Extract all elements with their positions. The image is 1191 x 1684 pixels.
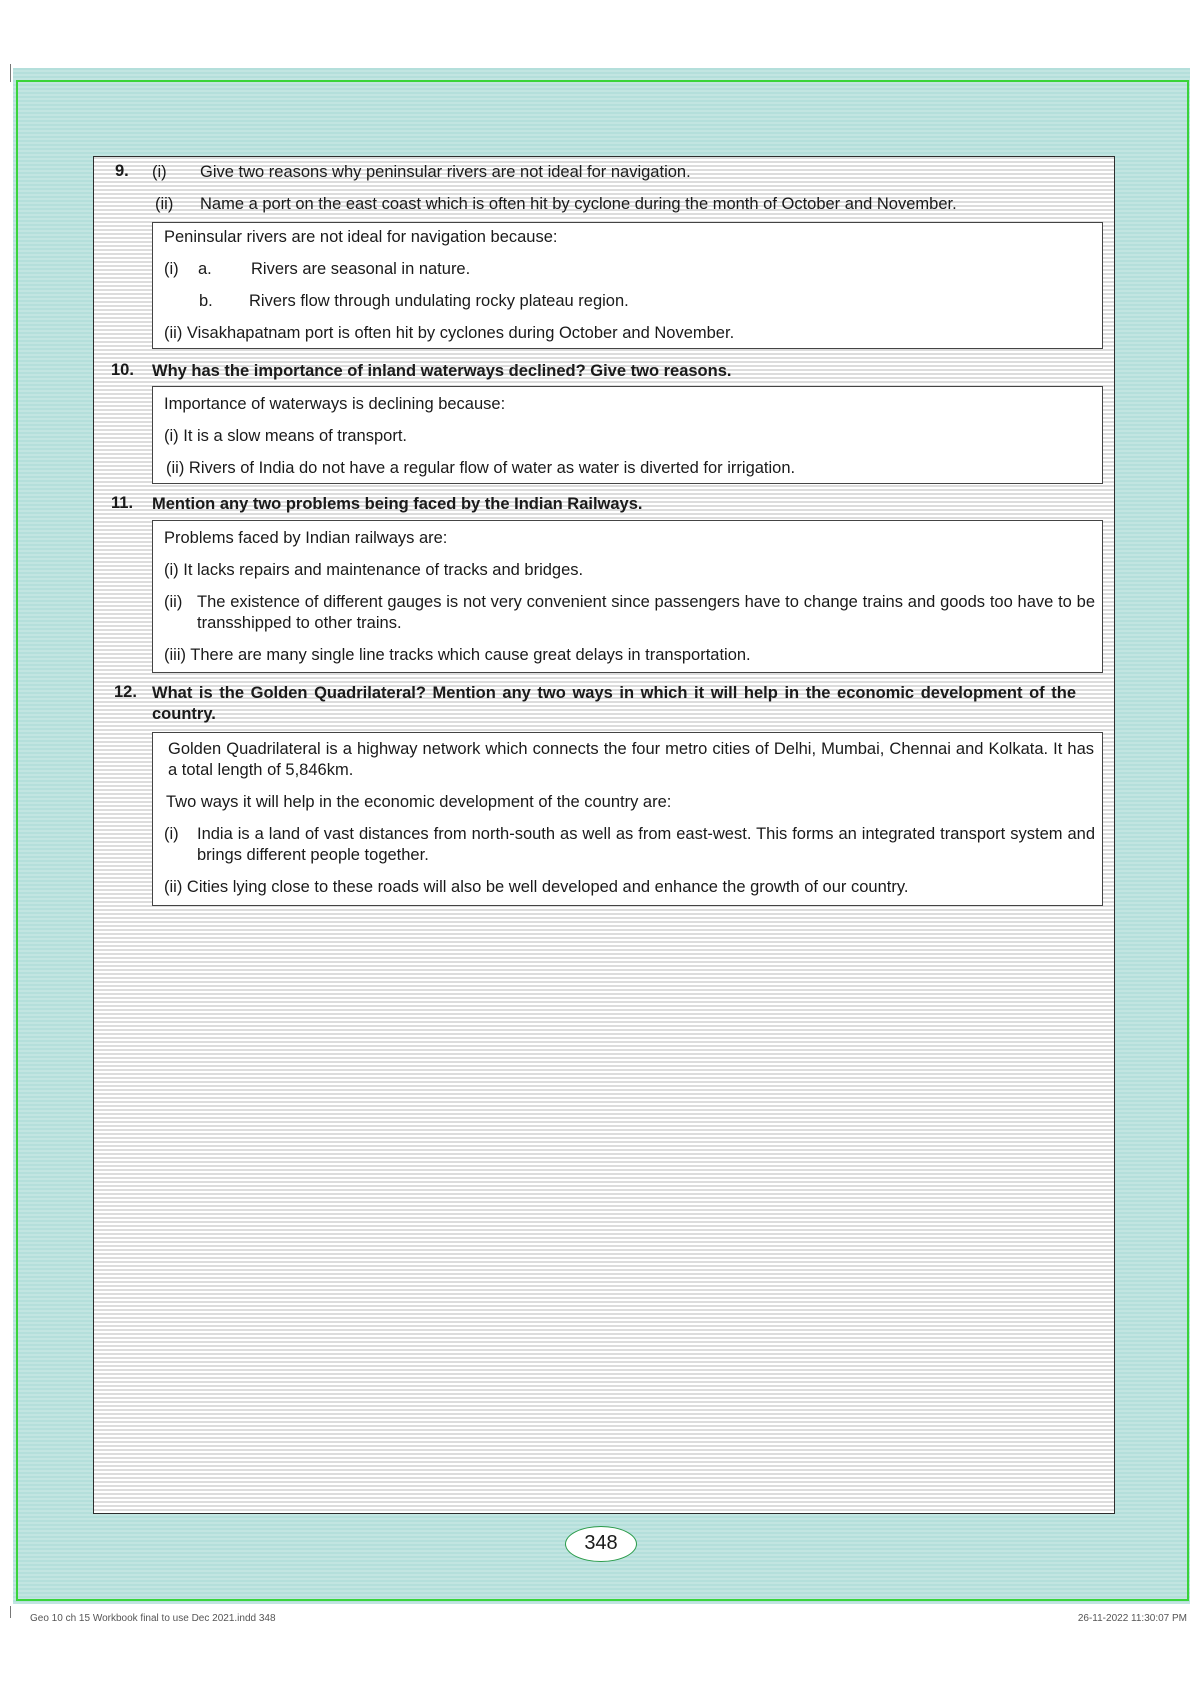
answer-text: Rivers are seasonal in nature.	[251, 260, 471, 278]
answer-text: Rivers flow through undulating rocky plateau region.	[249, 292, 629, 310]
answer-text: India is a land of vast distances from north-south as well as from east-west. This forms an integrated transport system and brings different people together.	[197, 825, 1095, 864]
answer-point: (iii) There are many single line tracks which cause great delays in transportation.	[164, 646, 751, 664]
question-text: Mention any two problems being faced by the Indian Railways.	[152, 495, 643, 513]
footer-slug-left: Geo 10 ch 15 Workbook final to use Dec 2021.indd 348	[30, 1613, 276, 1624]
question-number: 9.	[115, 162, 129, 180]
answer-point: (ii) Cities lying close to these roads will also be well developed and enhance the growth of our country.	[164, 878, 909, 896]
answer-paragraph: Golden Quadrilateral is a highway network which connects the four metro cities of Delhi, Mumbai, Chennai and Kolkata. It has a total length of 5,846km.	[168, 740, 1094, 779]
answer-marker: b.	[199, 292, 213, 310]
answer-point: (ii) Rivers of India do not have a regular flow of water as water is diverted for irrigation.	[166, 459, 796, 477]
answer-intro: Problems faced by Indian railways are:	[164, 529, 448, 547]
question-number: 10.	[111, 361, 134, 379]
answer-point: (i) It lacks repairs and maintenance of tracks and bridges.	[164, 561, 584, 579]
answer-intro: Importance of waterways is declining because:	[164, 395, 506, 413]
answer-intro: Peninsular rivers are not ideal for navigation because:	[164, 228, 558, 246]
answer-marker: (i)	[164, 825, 179, 843]
crop-mark	[10, 1606, 11, 1618]
part-marker: (ii)	[155, 195, 174, 213]
answer-text: The existence of different gauges is not very convenient since passengers have to change trains and goods too have to be transshipped to other trains.	[197, 593, 1095, 632]
question-number: 11.	[111, 494, 134, 512]
answer-paragraph: Two ways it will help in the economic development of the country are:	[166, 793, 672, 811]
answer-box	[152, 732, 1103, 906]
page-number: 348	[565, 1526, 637, 1562]
crop-mark	[10, 64, 11, 82]
part-text: Name a port on the east coast which is often hit by cyclone during the month of October and November.	[200, 195, 957, 213]
question-text: Why has the importance of inland waterways declined? Give two reasons.	[152, 362, 732, 380]
answer-box	[152, 520, 1103, 673]
answer-marker: (i)	[164, 260, 179, 278]
question-text: What is the Golden Quadrilateral? Mention any two ways in which it will help in the economic development of the country.	[152, 684, 1076, 723]
answer-point: (i) It is a slow means of transport.	[164, 427, 407, 445]
question-number: 12.	[114, 683, 137, 701]
answer-box	[152, 222, 1103, 349]
part-marker: (i)	[152, 163, 167, 181]
answer-box	[152, 386, 1103, 484]
answer-marker: a.	[198, 260, 212, 278]
footer-slug-right: 26-11-2022 11:30:07 PM	[1077, 1613, 1187, 1624]
answer-marker: (ii)	[164, 593, 183, 611]
answer-point: (ii) Visakhapatnam port is often hit by cyclones during October and November.	[164, 324, 735, 342]
part-text: Give two reasons why peninsular rivers are not ideal for navigation.	[200, 163, 691, 181]
